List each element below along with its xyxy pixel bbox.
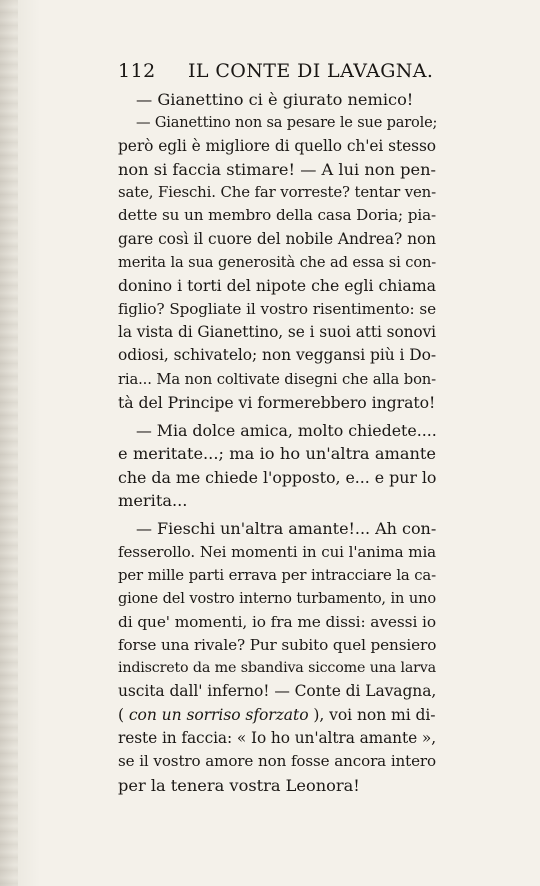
- stage-direction: con un sorriso sforzato: [128, 705, 309, 724]
- text-line: merita...: [118, 491, 188, 511]
- text-line: ria... Ma non coltivate disegni che alla bon-: [118, 370, 436, 388]
- paren-open: (: [118, 705, 125, 724]
- text-line: uscita dall' inferno! — Conte di Lavagna,: [118, 682, 437, 701]
- page-gutter: [0, 0, 18, 886]
- text-line: se il vostro amore non fosse ancora intero: [118, 752, 436, 771]
- text-line: la vista di Gianettino, se i suoi atti sonovi: [118, 322, 436, 341]
- text-line: donino i torti del nipote che egli chiama: [118, 276, 436, 296]
- text-line: per mille parti errava per intracciare la ca-: [118, 566, 436, 584]
- text-line: gare così il cuore del nobile Andrea? non: [118, 229, 436, 248]
- page-number: 112: [118, 60, 156, 82]
- running-title: IL CONTE DI LAVAGNA.: [188, 60, 434, 82]
- text-line: — Fieschi un'altra amante!... Ah con-: [136, 519, 437, 539]
- text-line: — Gianettino ci è giurato nemico!: [136, 90, 414, 109]
- text-line: per la tenera vostra Leonora!: [118, 775, 360, 795]
- text-line: di que' momenti, io fra me dissi: avessi io: [118, 612, 436, 631]
- line-remainder: ), voi non mi di-: [313, 705, 436, 724]
- text-line: — Mia dolce amica, molto chiedete....: [136, 421, 437, 441]
- text-line: indiscreto da me sbandiva siccome una larva: [118, 660, 436, 677]
- text-line: tà del Principe vi formerebbero ingrato!: [118, 392, 436, 412]
- text-line: e meritate...; ma io ho un'altra amante: [118, 444, 436, 464]
- text-line: — Gianettino non sa pesare le sue parole;: [136, 114, 438, 132]
- text-line: gione del vostro interno turbamento, in uno: [118, 590, 436, 608]
- text-line: forse una rivale? Pur subito quel pensiero: [118, 635, 437, 654]
- text-line: fesserollo. Nei momenti in cui l'anima mia: [118, 542, 436, 561]
- text-line: merita la sua generosità che ad essa si con-: [118, 254, 436, 272]
- text-line: non si faccia stimare! — A lui non pen-: [118, 159, 436, 179]
- text-line: dette su un membro della casa Doria; pia-: [118, 206, 436, 225]
- text-line-with-stage-direction: [118, 704, 436, 727]
- text-line: reste in faccia: « Io ho un'altra amante »,: [118, 729, 436, 748]
- text-line: figlio? Spogliate il vostro risentimento: se: [118, 299, 436, 318]
- text-line: però egli è migliore di quello ch'ei stesso: [118, 136, 436, 155]
- text-line: che da me chiede l'opposto, e... e pur lo: [118, 467, 437, 487]
- page-header: [118, 60, 436, 86]
- text-line: odiosi, schivatelo; non veggansi più i Do-: [118, 346, 436, 365]
- body-text: [118, 88, 436, 797]
- text-line: sate, Fieschi. Che far vorreste? tentar ven-: [118, 183, 436, 202]
